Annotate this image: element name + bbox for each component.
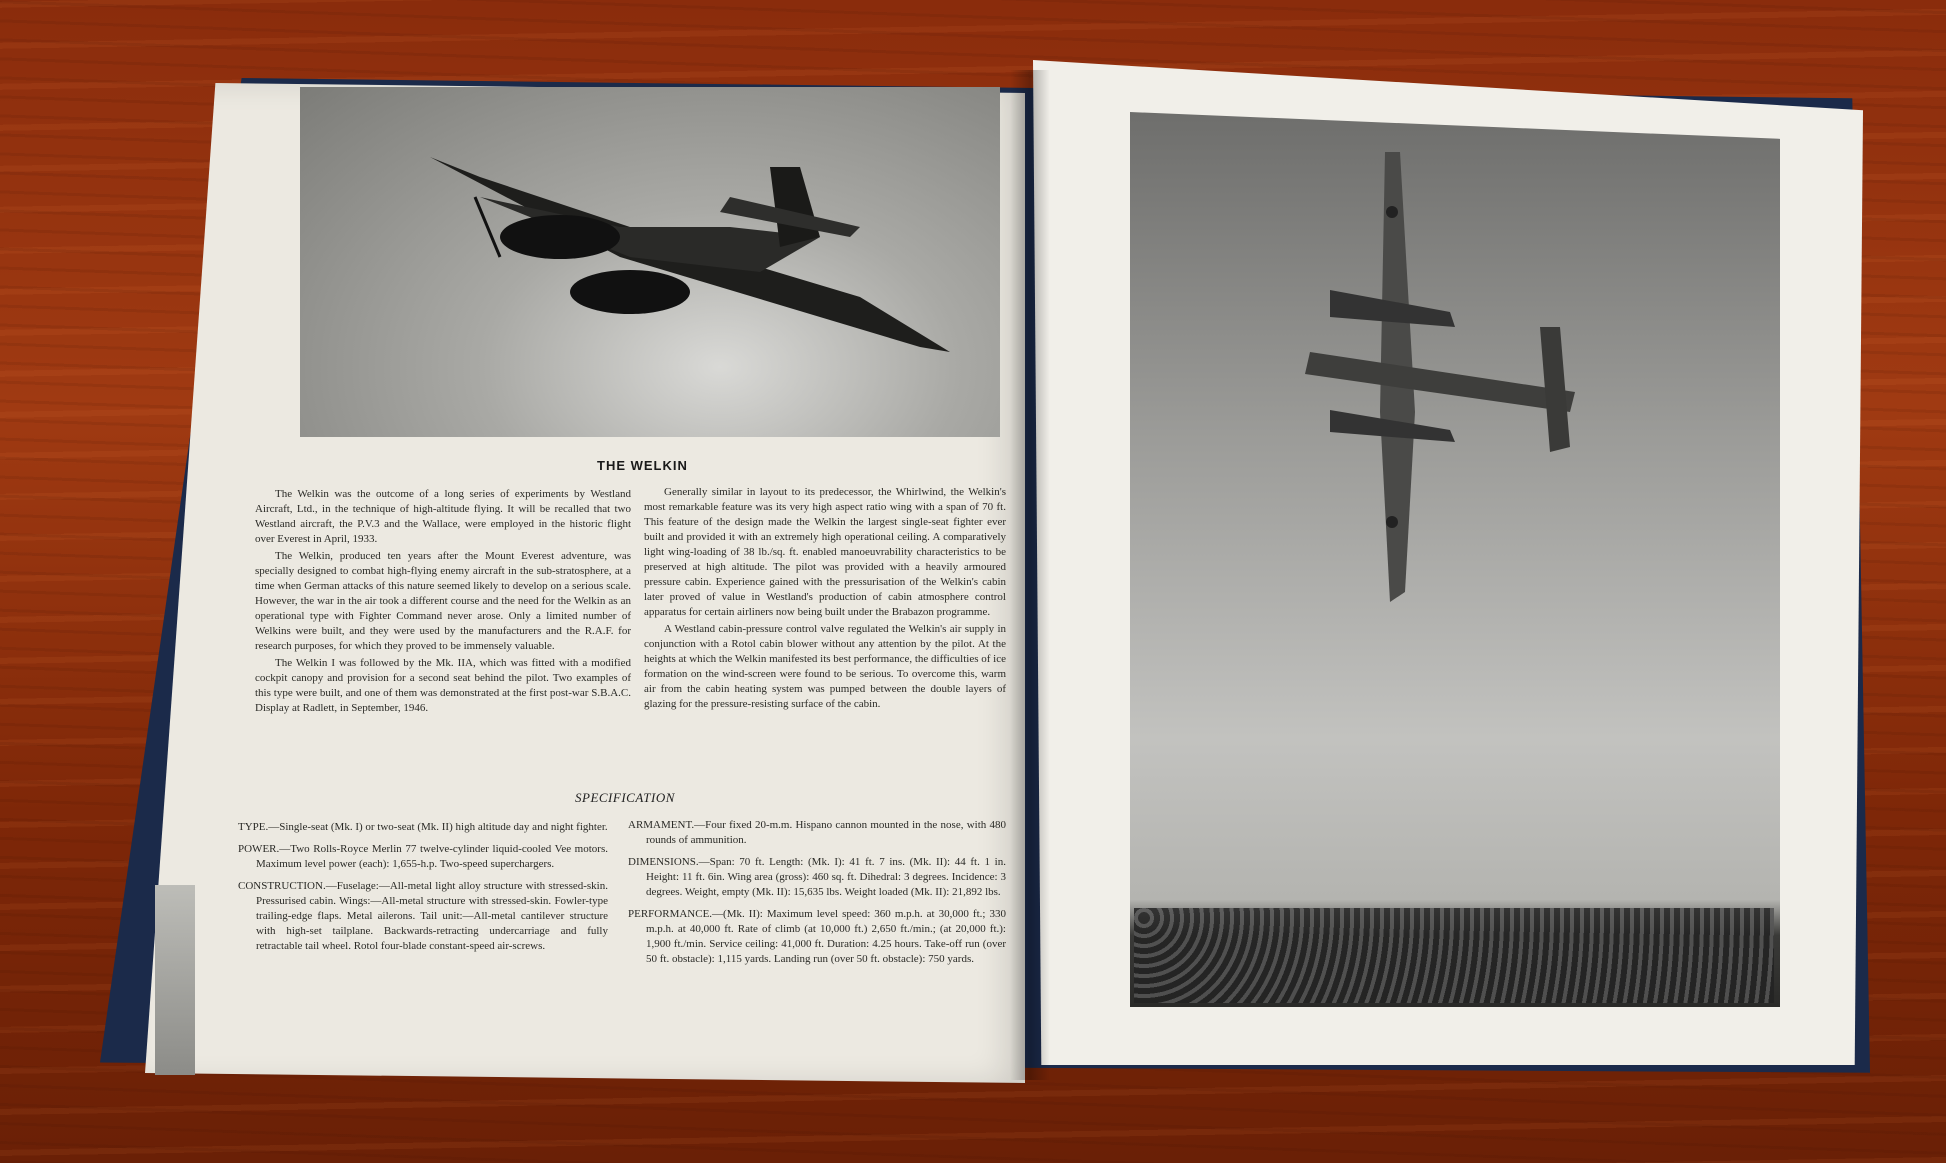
book-gutter: [1010, 70, 1050, 1080]
article-column-1: [255, 487, 631, 716]
specification-right: [628, 818, 1006, 967]
specification-left: [238, 820, 608, 954]
specification-heading: SPECIFICATION: [575, 790, 675, 805]
paragraph: Generally similar in layout to its predecessor, the Whirlwind, the Welkin's most remarkable feature was its very high aspect ratio wing with a span of 70 ft. This feature of the design made the Welkin the largest single-seat fighter ever built and provided it with an extremely high operational ceiling. A comparatively light wing-loading of 38 lb./sq. ft. enabled manoeuvrability characteristics to be preserved at high altitude. The pilot was provided with a heavily armoured pressure cabin. Experience gained with the pressurisation of the Welkin's cabin later proved of value in Westland's production of cabin atmosphere control apparatus for certain airliners now being built under the Brabazon programme.: [644, 486, 1006, 618]
spec-item: ARMAMENT.—Four fixed 20-m.m. Hispano cannon mounted in the nose, with 480 rounds of ammunition.: [628, 819, 1006, 846]
aircraft-photo-right: [1130, 112, 1780, 1007]
paragraph: The Welkin I was followed by the Mk. IIA, which was fitted with a modified cockpit canopy and provision for a second seat behind the pilot. Two examples of this type were built, and one of them was demonstrated at the first post-war S.B.A.C. Display at Radlett, in September, 1946.: [255, 657, 631, 714]
spec-item: PERFORMANCE.—(Mk. II): Maximum level speed: 360 m.p.h. at 30,000 ft.; 330 m.p.h. at 40,000 ft. Rate of climb (at 10,000 ft.) 2,650 ft./min.; (at 20,000 ft.): 1,900 ft./min. Service ceiling: 41,000 ft. Duration: 4.25 hours. Take-off run (over 50 ft. obstacle): 1,115 yards. Landing run (over 50 ft. obstacle): 750 yards.: [628, 908, 1006, 965]
spec-item: TYPE.—Single-seat (Mk. I) or two-seat (Mk. II) high altitude day and night fighter.: [238, 821, 608, 833]
article-title: THE WELKIN: [597, 458, 688, 473]
welkin-aircraft-image: [300, 87, 1000, 437]
paragraph: A Westland cabin-pressure control valve regulated the Welkin's air supply in conjunction with a Rotol cabin blower without any attention by the pilot. At the heights at which the Welkin manifested its best performance, the difficulties of ice formation on the wind-screen were found to be serious. To overcome this, warm air from the cabin heating system was pumped between the double layers of glazing for the pressure-resisting surface of the cabin.: [644, 623, 1006, 710]
welkin-overhead-image: [1130, 112, 1780, 1007]
aircraft-photo-top: [300, 87, 1000, 437]
paragraph: The Welkin was the outcome of a long series of experiments by Westland Aircraft, Ltd., in the technique of high-altitude flying. It will be recalled that two Westland aircraft, the P.V.3 and the Wallace, were employed in the historic flight over Everest in April, 1933.: [255, 488, 631, 545]
spec-item: DIMENSIONS.—Span: 70 ft. Length: (Mk. I): 41 ft. 7 ins. (Mk. II): 44 ft. 1 in. Height: 11 ft. 6in. Wing area (gross): 460 sq. ft. Dihedral: 3 degrees. Incidence: 3 degrees. Weight, empty (Mk. II): 15,635 lbs. Weight loaded (Mk. II): 21,892 lbs.: [628, 856, 1006, 898]
paragraph: The Welkin, produced ten years after the Mount Everest adventure, was specially designed to combat high-flying enemy aircraft in the sub-stratosphere, at a time when German attacks of this nature seemed likely to develop on a serious scale. However, the war in the air took a different course and the need for the Welkin as an operational type with Fighter Command never arose. Only a limited number of Welkins were built, and they were used by the manufacturers and the R.A.F. for research purposes, for which they proved to be immensely valuable.: [255, 550, 631, 652]
crowd-image: [1134, 908, 1774, 1003]
spec-item: POWER.—Two Rolls-Royce Merlin 77 twelve-cylinder liquid-cooled Vee motors. Maximum level power (each): 1,655-h.p. Two-speed superchargers.: [238, 843, 608, 870]
spec-item: CONSTRUCTION.—Fuselage:—All-metal light alloy structure with stressed-skin. Pressurised cabin. Wings:—All-metal structure with stressed-skin. Fowler-type trailing-edge flaps. Metal ailerons. Tail unit:—All-metal cantilever structure with high-set tailplane. Backwards-retracting undercarriage and fully retractable tail wheel. Rotol four-blade constant-speed air-screws.: [238, 880, 608, 952]
photo-strip-edge: [155, 885, 195, 1075]
article-column-2: [644, 485, 1006, 712]
